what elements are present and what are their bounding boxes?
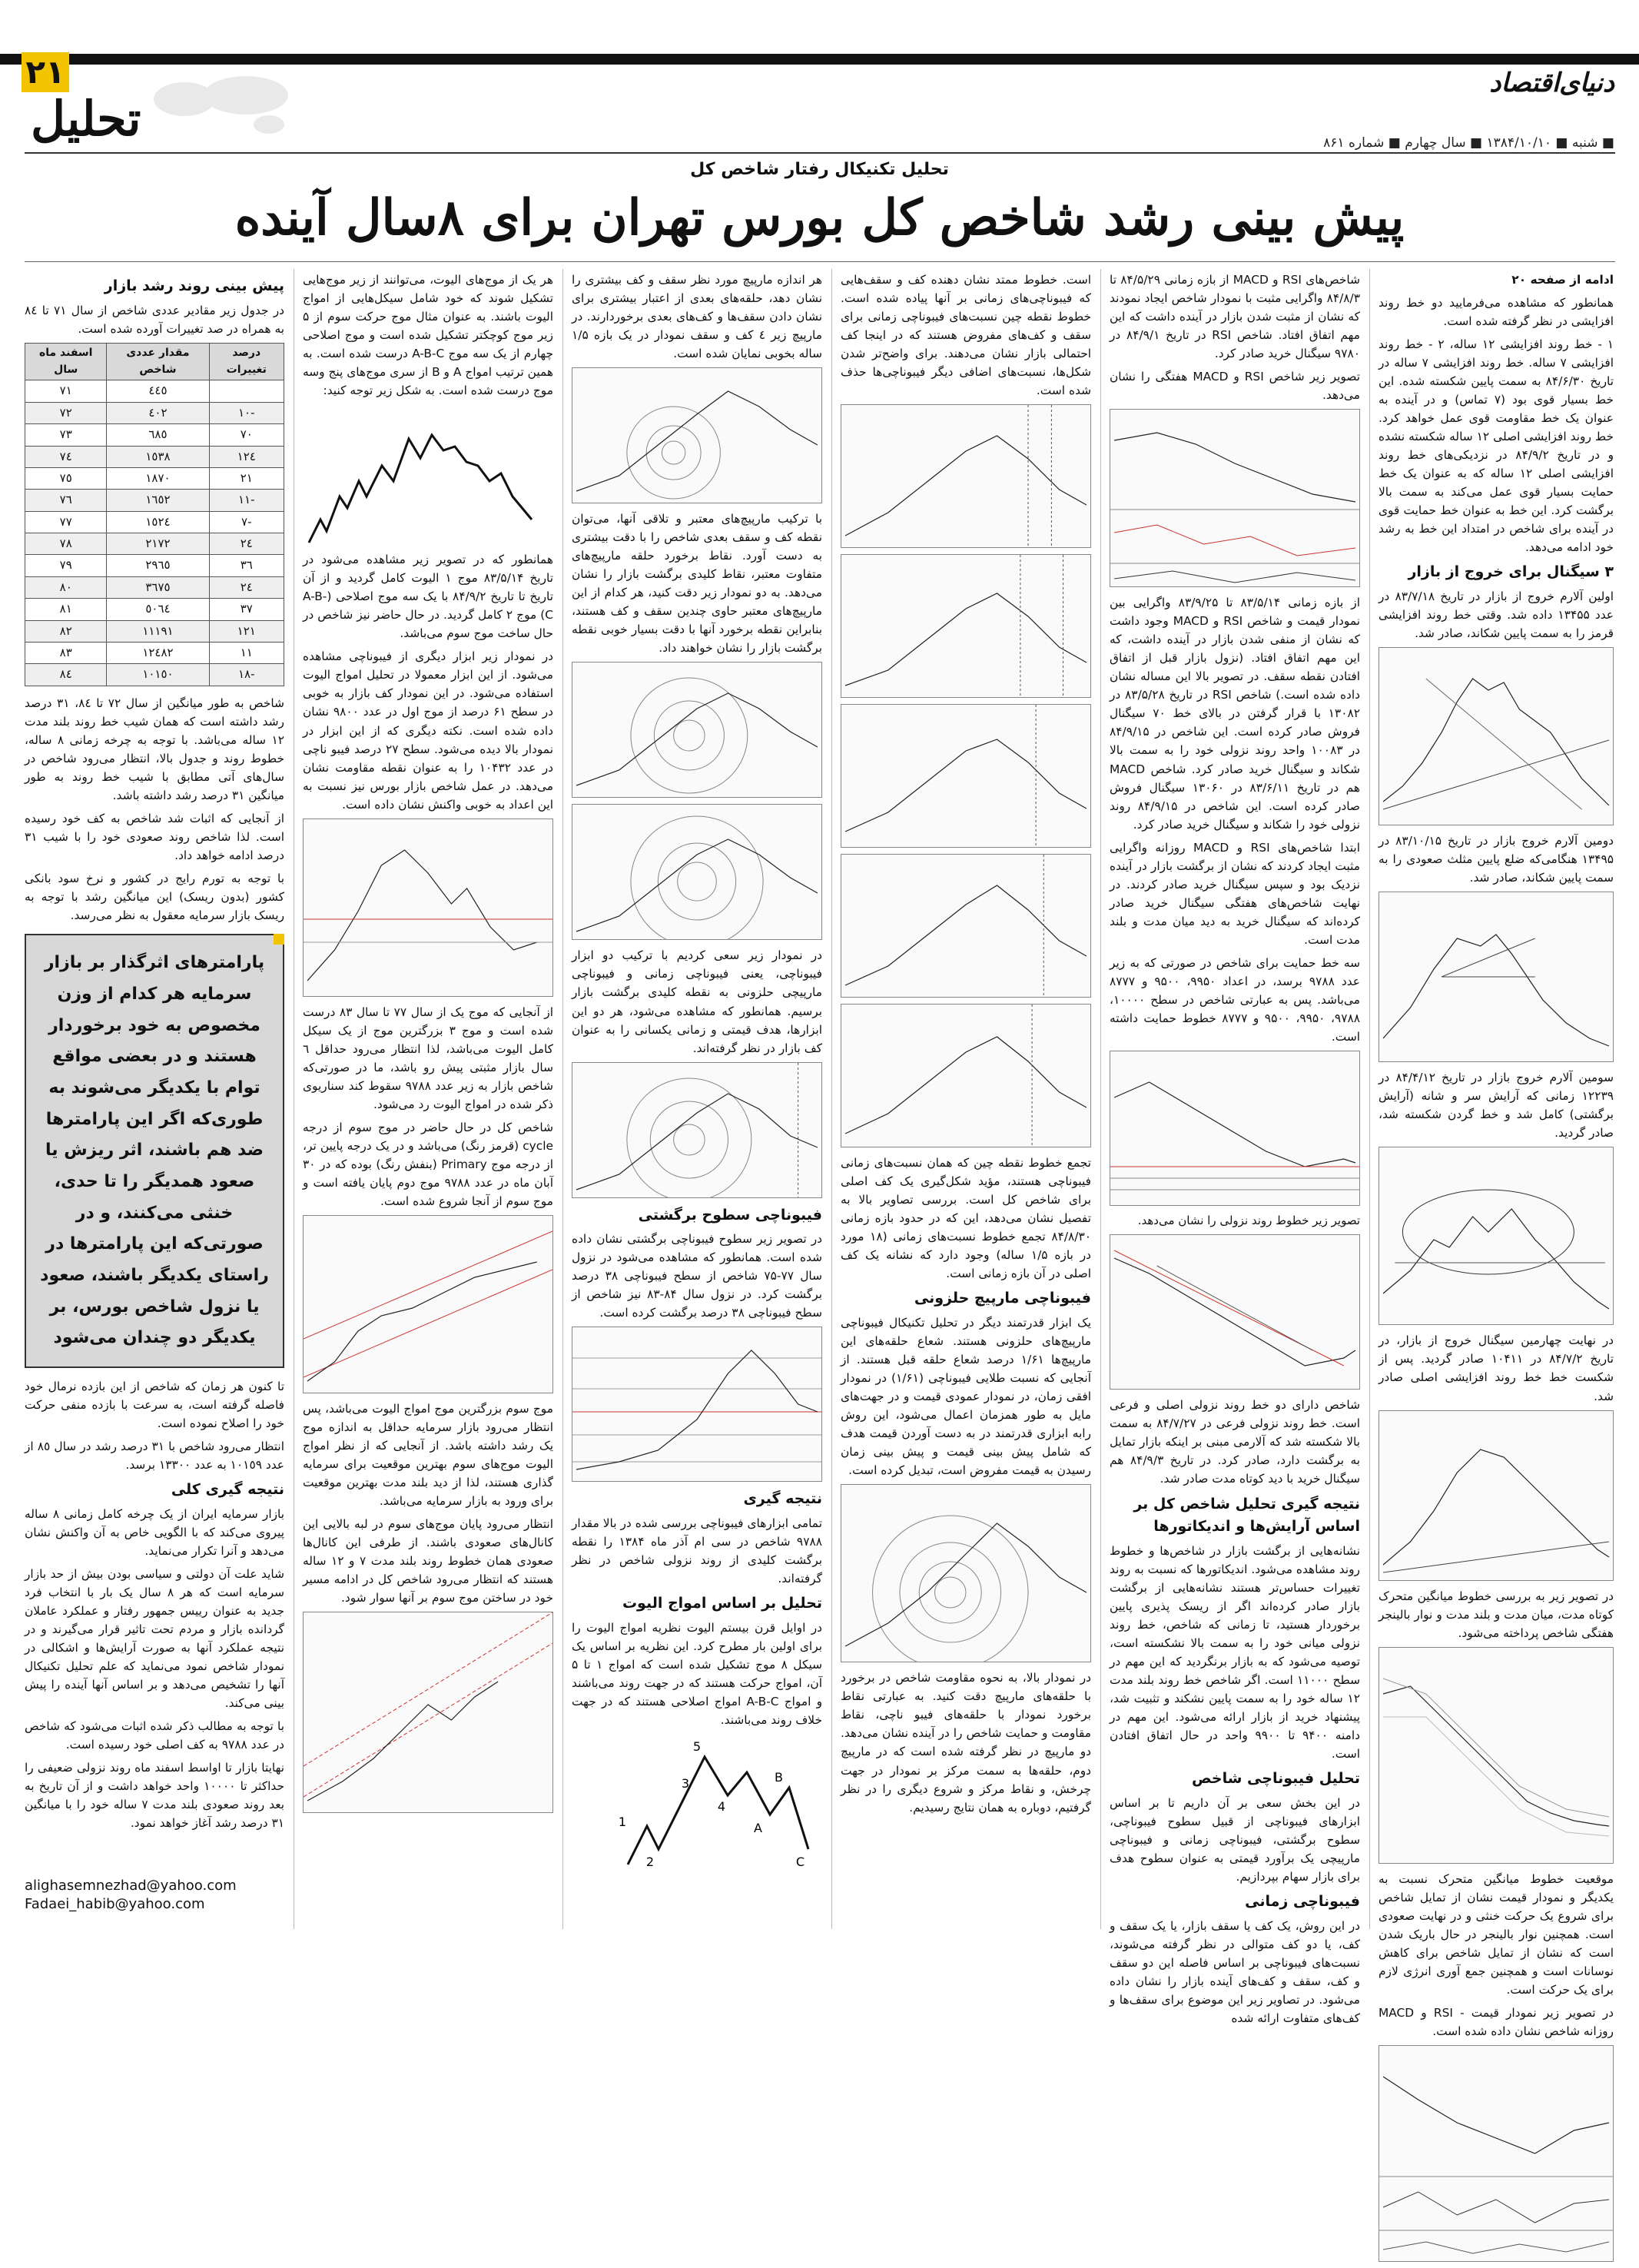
paragraph: شاخص‌های RSI و MACD از بازه زمانی ۸۴/۵/۲۹ تا ۸۴/۸/۳ واگرایی مثبت با نمودار شاخص ایجاد نمودند که نشان از مثبت شدن بازار در آینده داشت که این مهم اتفاق افتاد. شاخص RSI در تاریخ ۸۴/۹/۱ در ۹۷۸۰ سیگنال خرید صادر کرد. bbox=[1110, 273, 1360, 361]
paragraph: با توجه به تورم رایج در کشور و نرخ سود بانکی کشور (بدون ریسک) این میانگین رشد با توجه به ریسک بازار سرمایه معقول به نظر می‌رسد. bbox=[25, 872, 284, 923]
table-cell: -۱۱ bbox=[209, 490, 284, 511]
paragraph: تصویر زیر شاخص RSI و MACD هفتگی را نشان می‌دهد. bbox=[1110, 370, 1361, 403]
paragraph: دومین آلارم خروج بازار در تاریخ ۸۳/۱۰/۱۵ در ۱۳۴۹۵ هنگامی‌که ضلع پایین مثلث صعودی را به سمت پایین شکاند، صادر شد. bbox=[1379, 834, 1614, 885]
table-cell: ۷۰ bbox=[209, 424, 284, 446]
wave-label: 4 bbox=[717, 1798, 725, 1814]
paragraph: در نهایت چهارمین سیگنال خروج از بازار، در تاریخ ۸۴/۷/۲ در ۱۰۴۱۱ صادر گردید. پس از شکست خط خط روند افزایشی اصلی صادر شد. bbox=[1379, 1333, 1614, 1403]
paragraph: بازار سرمایه ایران از یک چرخه کامل زمانی ۸ ساله پیروی می‌کند که با الگویی خاص به آن واکنش نشان می‌دهد و آنرا تکرار می‌نماید. bbox=[25, 1506, 284, 1558]
table-cell: ۷۲ bbox=[25, 402, 107, 423]
newspaper-logo: دنیای‌اقتصاد bbox=[1489, 68, 1614, 98]
dateline: ■ شنبه ■ ۱۳۸۴/۱۰/۱۰ ■ سال چهارم ■ شماره ۸۶۱ bbox=[1323, 135, 1614, 151]
paragraph: ۱ - خط روند افزایشی ۱۲ ساله، ۲ - خط روند افزایشی ۷ ساله. خط روند افزایشی ۷ ساله در تاریخ ۸۴/۶/۳۰ به سمت پایین شکسته شده. این خط بسیار قوی بود (۷ تماس) و در آینده به عنوان یک خط مقاومت قوی عمل خواهد کرد. خط روند افزایشی اصلی ۱۲ ساله شکسته نشده و در تاریخ ۸۴/۹/۲ در نزدیکی‌های خط روند افزایشی اصلی ۱۲ ساله که به عنوان یک خط حمایت بسیار قوی عمل می‌کند به سمت بالا برگشت کرد. این خط به عنوان خط حمایت قوی در آینده برای شاخص در امتداد این خط به رشد خود ادامه می‌دهد. bbox=[1379, 337, 1614, 555]
elliott-subwave-diagram bbox=[303, 404, 553, 550]
table-header: مقدار عددی شاخص bbox=[107, 343, 209, 380]
fib-time-chart bbox=[841, 1004, 1091, 1147]
table-cell: ۷۸ bbox=[25, 533, 107, 555]
moving-average-chart bbox=[1379, 1647, 1614, 1864]
paragraph: تا کنون هر زمان که شاخص از این بازده نرمال خود فاصله گرفته است، به سرعت با بازده منفی حرکت خود را اصلاح نموده است. bbox=[25, 1380, 284, 1431]
article-kicker: تحلیل تکنیکال رفتار شاخص کل bbox=[690, 160, 949, 179]
paragraph: است. خطوط ممتد نشان دهنده کف و سقف‌هایی که فیبوناچی‌های زمانی بر آنها پیاده شده است. خطوط نقطه چین نسبت‌های فیبوناچی زمانی برای سقف و کف‌های مفروض هستند که در اینجا کف احتمالی بازار نشان می‌دهند. برای واضح‌تر شدن شکل‌ها، نسبت‌های اضافی دیگر فیبوناچی‌ها حذف شده است. bbox=[841, 273, 1091, 398]
table-cell: ۸۱ bbox=[25, 599, 107, 620]
subheading: ۳ سیگنال برای خروج از بازار bbox=[1408, 563, 1614, 581]
table-cell: ٦۸٥ bbox=[107, 424, 209, 446]
paragraph: اولین آلارم خروج از بازار در تاریخ ۸۳/۷/۱۸ در عدد ۱۳۴۵۵ داده شد. وقتی خط روند افزایشی قرمز را به سمت پایین شکاند، صادر شد. bbox=[1379, 589, 1614, 641]
page-number: ۲۱ bbox=[22, 52, 69, 92]
table-cell: ۲۱ bbox=[209, 467, 284, 489]
table-cell: ۱٦٥۲ bbox=[107, 490, 209, 511]
table-cell: ۱۰۱٥۰ bbox=[107, 664, 209, 686]
rsi-macd-weekly-chart bbox=[1110, 409, 1360, 587]
paragraph: همانطور که در تصویر زیر مشاهده می‌شود در تاریخ ۸۳/۵/۱۴ موج ۱ الیوت کامل گردید و از آن تاریخ تا تاریخ ۸۴/۹/۲ با یک سه موج اصلاحی (A-B-C) موج ۲ کامل گردید. در حال حاضر نیز شاخص در حال ساخت موج سوم می‌باشد. bbox=[303, 553, 554, 641]
table-cell: ۷۳ bbox=[25, 424, 107, 446]
header-rule bbox=[25, 152, 1615, 154]
headline-rule bbox=[25, 261, 1615, 262]
spiral-chart bbox=[572, 662, 822, 798]
spiral-chart bbox=[572, 804, 822, 940]
elliott-abc-chart bbox=[303, 819, 553, 997]
table-row bbox=[25, 620, 284, 642]
table-row bbox=[25, 576, 284, 598]
paragraph: از آنجایی که موج یک از سال ۷۷ تا سال ۸۳ درست شده است و موج ۳ بزرگترین موج از یک سیکل کامل الیوت می‌باشد، لذا انتظار می‌رود حداقل ٦ سال بازار مثبتی پیش رو باشد، ما در صورتی‌که شاخص بازار به زیر عدد ۹۷۸۸ سقوط کند سناریوی ذکر شده در امواج الیوت رد می‌شود. bbox=[303, 1004, 554, 1111]
wave-label: 5 bbox=[692, 1738, 701, 1754]
main-trend-chart bbox=[1379, 1410, 1614, 1581]
table-row bbox=[25, 599, 284, 620]
column-3 bbox=[841, 271, 1091, 1821]
paragraph: موج سوم بزرگترین موج امواج الیوت می‌باشد، پس انتظار می‌رود بازار سرمایه حداقل به اندازه موج یک رشد داشته باشد. از آنجایی که از نظر امواج الیوت موج‌های سوم بهترین موقعیت برای سرمایه گذاری هستند، لذا از دید بلند مدت بهترین موقعیت برای ورود به بازار سرمایه می‌باشد. bbox=[303, 1402, 553, 1509]
paragraph: در نمودار زیر ابزار دیگری از فیبوناچی مشاهده می‌شود. از این ابزار معمولا در تحلیل امواج الیوت استفاده می‌شود. در این نمودار کف بازار به خوبی در سطح ۶۱ درصد از موج اول در عدد ۹۸۰۰ نشان داده شده است. نکته دیگری که از این ابزار در نمودار بالا دیده می‌شود. سطح ۲۷ درصد فیبو ناچی در عدد ۱۰۴۳۲ را به عنوان نقطه مقاومت نشان می‌دهد. در عمل شاخص بازار بورس نیز نسبت به این اعداد به خوبی واکنش نشان داده است. bbox=[303, 649, 553, 812]
paragraph: شاخص دارای دو خط روند نزولی اصلی و فرعی است. خط روند نزولی فرعی در ۸۴/۷/۲۷ به سمت بالا شکسته شد که آلارمی مبنی بر اینکه بازار تمایل به برگشت دارد، صادر کرد. در تاریخ ۸۴/۹/۳ هم سیگنال خرید با دید کوتاه مدت صادر شد. bbox=[1110, 1398, 1360, 1486]
column-6 bbox=[25, 271, 284, 1837]
table-cell: ٤۰۲ bbox=[107, 402, 209, 423]
table-row bbox=[25, 402, 284, 423]
wave-label: C bbox=[795, 1854, 805, 1869]
table-row bbox=[25, 511, 284, 533]
table-cell: ۸۰ bbox=[25, 576, 107, 598]
paragraph: از بازه زمانی ۸۳/۵/۱۴ تا ۸۳/۹/۲۵ واگرایی بین نمودار قیمت و شاخص RSI و MACD وجود داشت که نشان از منفی شدن بازار در آینده داشت، که این مهم اتفاق افتاد. (نزول بازار قبل از اتفاق افتادن نقطه سقف. در تصویر بالا این مساله نشان داده شده است.) شاخص RSI در تاریخ ۸۳/۵/۲۸ در ۱۳۰۸۲ با قرار گرفتن در بالای خط ۷۰ سیگنال فروش صادر کرده است. این شاخص در ۸۴/۹/۱۵ در ۱۰۰۸۳ واحد روند نزولی خود را به سمت بالا شکاند و سیگنال خرید صادر کرد. شاخص MACD هم در تاریخ ۸۳/۶/۱۱ در ۱۳۰۶۰ سیگنال فروش صادر کرده است. این شاخص در ۸۴/۹/۱۵ روند نزولی خود را شکاند و سیگنال خرید صادر کرد. bbox=[1110, 596, 1361, 832]
paragraph: انتظار می‌رود پایان موج‌های سوم در لبه بالایی این کانال‌های صعودی باشند. از طرفی این کانال‌ها صعودی همان خطوط روند بلند مدت ۷ و ۱۲ ساله هستند که انتظار می‌رود شاخص کل در ادامه مسیر خود در ساختن موج سوم بر آنها سوار شود. bbox=[303, 1517, 554, 1606]
column-1 bbox=[1379, 271, 1614, 2268]
paragraph: تمامی ابزارهای فیبوناچی بررسی شده در بالا مقدار ۹۷۸۸ شاخص در سی ام آذر ماه ۱۳۸۴ را نقطه برگشت کلیدی از روند نزولی شاخص در نظر گرفته‌اند. bbox=[572, 1516, 822, 1586]
table-cell: ۷۹ bbox=[25, 555, 107, 576]
paragraph: شاخص کل در حال حاضر در موج سوم از درجه cycle (قرمز رنگ) می‌باشد و در یک درجه پایین تر، از درجه موج Primary (بنفش رنگ) بوده که در ۳۰ آبان ماه در عدد ۹۷۸۸ موج دوم پایان یافته است و موج سوم از آنجا شروع شده است. bbox=[303, 1120, 553, 1208]
column-5 bbox=[303, 271, 553, 1819]
triangle-chart bbox=[1379, 892, 1614, 1062]
subheading: فیبوناچی زمانی bbox=[1245, 1892, 1360, 1910]
subheading: نتیجه گیری تحلیل شاخص کل بر اساس آرایش‌ها و اندیکاتورها bbox=[1133, 1495, 1360, 1536]
column-rule bbox=[1100, 269, 1101, 1929]
table-cell: ۲٤ bbox=[209, 533, 284, 555]
table-cell: ۸۳ bbox=[25, 643, 107, 664]
table-cell: ۱۱۱۹۱ bbox=[107, 620, 209, 642]
paragraph: هر اندازه مارپیچ مورد نظر سقف و کف بیشتری را نشان دهد، حلقه‌های بعدی از اعتبار بیشتری برای نشان دادن سقف‌ها و کف‌های بعدی برخوردارند. در مارپیچ زیر ٤ کف و سقف نمودار در یک بازه ۱/۵ ساله بخوبی نمایان شده است. bbox=[572, 273, 822, 361]
paragraph: در نمودار بالا، به نحوه مقاومت شاخص در برخورد با حلقه‌های مارپیچ دقت کنید. به عبارتی نقاط برخورد نمودار با حلقه‌های فیبو ناچی، نقاط مقاومت و حمایت شاخص را در آینده نشان می‌دهد. دو مارپیچ در نظر گرفته شده است که در مارپیچ دوم، حلقه‌ها به سمت مرکز بر نمودار در جهت چرخش، و نقاط مرکز و شروع دیگری را در نظر گرفتیم، دوباره به همان نتایج رسیدیم. bbox=[841, 1671, 1091, 1815]
table-cell: -۱۰ bbox=[209, 402, 284, 423]
table-cell: ۳٦ bbox=[209, 555, 284, 576]
table-cell: ۱۲٤ bbox=[209, 446, 284, 467]
table-row bbox=[25, 643, 284, 664]
paragraph: هر یک از موج‌های الیوت، می‌توانند از زیر موج‌هایی تشکیل شوند که خود شامل سیکل‌هایی از امواج الیوت باشند. به عنوان مثال موج حرکت سوم از ۵ زیر موج کوچکتر تشکیل شده است و موج اصلاحی چهارم از یک سه موج A-B-C درست شده است. به همین ترتیب امواج A و B از سری موج‌های پنج وسه موج درست شده است. به شکل زیر توجه کنید: bbox=[303, 273, 553, 398]
fib-time-chart bbox=[841, 704, 1091, 848]
long-term-channel-chart bbox=[303, 1612, 553, 1813]
table-cell: ۳۷ bbox=[209, 599, 284, 620]
column-2 bbox=[1110, 271, 1360, 2032]
table-cell: ۱٥۳۸ bbox=[107, 446, 209, 467]
downtrend-lines-chart bbox=[1110, 1234, 1360, 1390]
paragraph: با توجه به مطالب ذکر شده اثبات می‌شود که شاخص در عدد ۹۷۸۸ به کف اصلی خود رسیده است. bbox=[25, 1719, 284, 1752]
table-row bbox=[25, 490, 284, 511]
paragraph: در تصویر زیر سطوح فیبوناچی برگشتی نشان داده شده است. همانطور که مشاهده می‌شود در نزول سال ۷۷-۷۵ شاخص از سطح فیبوناچی ۳۸ درصد برگشت کرد. در نزول سال ۸۴-۸۳ نیز شاخص از سطح فیبوناچی ۳۸ درصد برگشت کرده است. bbox=[572, 1232, 822, 1320]
table-cell: ٥۰٦٤ bbox=[107, 599, 209, 620]
figure-caption: تصویر زیر خطوط روند نزولی را نشان می‌دهد. bbox=[1137, 1213, 1360, 1227]
table-cell bbox=[209, 380, 284, 402]
paragraph: شاید علت آن دولتی و سیاسی بودن بیش از حد بازار سرمایه است که هر ۸ سال یک بار با انتخاب فرد جدید به عنوان رییس جمهور رفتار و عملکرد عاملان گردانده بازار و مردم تحت تاثیر قرار می‌گیرند و در نتیجه عملکرد آنها به صورت آرایش‌ها و اشکالی در نمودار شاخص نمود می‌نماید که علم تحلیل تکنیکال آنها را تشخیص می‌دهد و بر اساس آنها آینده را پیش بینی می‌کند. bbox=[25, 1567, 284, 1711]
table-header: اسفند ماه سال bbox=[25, 343, 107, 380]
paragraph: انتظار می‌رود شاخص با ۳۱ درصد رشد در سال ۸٥ از عدد ۱۰۱٥۹ به عدد ۱۳۳۰۰ برسد. bbox=[25, 1439, 284, 1473]
paragraph: موقعیت خطوط میانگین متحرک نسبت به یکدیگر و نمودار قیمت نشان از تمایل شاخص برای شروع یک حرکت خنثی و در نهایت صعودی است. همچنین نوار بالینجر در حال باریک شدن است که نشان از تمایل شاخص برای کاهش نوسانات است و همچنین جمع آوری انرژی لازم برای یک حرکت است. bbox=[1379, 1871, 1614, 1997]
column-rule bbox=[562, 269, 563, 1929]
paragraph: نشانه‌هایی از برگشت بازار در شاخص‌ها و خطوط روند مشاهده می‌شود. اندیکاتورها که نسبت به روند تغییرات حساس‌تر هستند نشانه‌هایی از برگشت بازار صادر کرده‌اند اگر از ریسک پذیری پایین برخوردار هستید، تا زمانی که شاخص، خط روند نزولی میانی خود را به سمت بالا نشکسته است، توصیه می‌شود که به بازار برنگردید که این مهم در سطح ۱۱۰۰۰ است. اگر شاخص خط روند بلند مدت ۱۲ ساله خود را به سمت پایین نشکند و تثبیت شد، پیشنهاد خرید از بازار ارائه می‌شود. این مهم در دامنه ۹۴۰۰ تا ۹۹۰۰ واحد در حال اتفاق افتادن است. bbox=[1110, 1543, 1360, 1762]
table-header: درصد تغییرات bbox=[209, 343, 284, 380]
table-row bbox=[25, 664, 284, 686]
author-email[interactable]: Fadaei_habib@yahoo.com bbox=[25, 1896, 205, 1913]
article-headline: پیش بینی رشد شاخص کل بورس تهران برای ۸سال آینده bbox=[234, 189, 1405, 247]
table-row bbox=[25, 555, 284, 576]
head-shoulders-chart bbox=[1379, 1147, 1614, 1325]
paragraph: همانطور که مشاهده می‌فرمایید دو خط روند افزایشی در نظر گرفته شده است. bbox=[1379, 296, 1614, 329]
table-cell: ۸۲ bbox=[25, 620, 107, 642]
index-table bbox=[25, 343, 284, 686]
spiral-chart bbox=[841, 1484, 1091, 1662]
paragraph: تجمع خطوط نقطه چین که همان نسبت‌های زمانی فیبوناچی هستند، مؤید شکل‌گیری یک کف اصلی برای شاخص کل است. بررسی تصاویر بالا به تفصیل نشان می‌دهد، این که در حدود بازه زمانی ۸۴/۸/۳۰ تجمع خطوط نسبت‌های زمانی (۱۸ مورد در بازه ۱/۵ ساله) وجود دارد که نشانه یک کف اصلی در آن بازه زمانی است. bbox=[841, 1156, 1092, 1281]
table-row bbox=[25, 424, 284, 446]
subheading: تحلیل بر اساس امواج الیوت bbox=[622, 1595, 822, 1612]
subheading: فیبوناچی مارپیچ حلزونی bbox=[914, 1290, 1091, 1307]
table-cell: ۲۹٦٥ bbox=[107, 555, 209, 576]
table-row bbox=[25, 467, 284, 489]
paragraph: در نمودار زیر سعی کردیم با ترکیب دو ابزار فیبوناچی، یعنی فیبوناچی زمانی و فیبوناچی مارپیچی حلزونی به نقطه کلیدی برگشت بازار برسیم. همانطور که مشاهده می‌شود، هر دو این ابزارها، هدف قیمتی و زمانی یکسانی را به عنوان کف بازار در نظر گرفته‌اند. bbox=[572, 948, 822, 1055]
paragraph: در اوایل قرن بیستم الیوت نظریه امواج الیوت را برای اولین بار مطرح کرد. این نظریه بر اساس یک سیکل ۸ موج تشکیل شده است که امواج ۱ تا ۵ آن، امواج حرکت هستند که در جهت روند می‌باشند و امواج A-B-C امواج اصلاحی هستند که در جهت خلاف روند می‌باشند. bbox=[572, 1620, 822, 1727]
paragraph: نهایتا بازار تا اواسط اسفند ماه روند نزولی ضعیفی را حداکثر تا ۱۰۰۰۰ واحد خواهد داشت و از آن تاریخ به بعد روند صعودی بلند مدت ۷ ساله خود را با میانگین ۳۱ درصد رشد آغاز خواهد نمود. bbox=[25, 1761, 285, 1831]
column-rule bbox=[1369, 269, 1370, 1929]
author-emails bbox=[25, 1877, 255, 1914]
fib-time-chart bbox=[841, 554, 1091, 698]
column-4 bbox=[572, 271, 822, 1876]
table-cell: ۷٥ bbox=[25, 467, 107, 489]
table-row bbox=[25, 380, 284, 402]
paragraph: در تصویر زیر نمودار قیمت - RSI و MACD روزانه شاخص نشان داده شده است. bbox=[1379, 2005, 1614, 2038]
table-row bbox=[25, 446, 284, 467]
table-row bbox=[25, 533, 284, 555]
fib-retracement-chart bbox=[572, 1327, 822, 1482]
table-cell: ۱۲۱ bbox=[209, 620, 284, 642]
table-cell: ۸٤ bbox=[25, 664, 107, 686]
table-cell: -۷ bbox=[209, 511, 284, 533]
column-rule bbox=[831, 269, 832, 1929]
quote-marker bbox=[274, 934, 284, 945]
section-title: تحلیل bbox=[31, 91, 141, 147]
subheading: پیش بینی روند رشد بازار bbox=[104, 277, 284, 294]
table-cell: -۱۸ bbox=[209, 664, 284, 686]
table-cell: ۷۱ bbox=[25, 380, 107, 402]
support-lines-chart bbox=[1110, 1051, 1360, 1206]
wave-label: A bbox=[754, 1820, 762, 1835]
rsi-macd-daily-chart bbox=[1379, 2045, 1614, 2262]
spiral-chart bbox=[572, 367, 822, 503]
paragraph: در این روش، یک کف یا سقف بازار، یا یک سقف و کف، یا دو کف متوالی در نظر گرفته می‌شوند، نسبت‌های فیبوناچی بر اساس فاصله این دو سقف و کف، سقف و کف‌های آینده بازار را نشان داده می‌شود. در تصاویر زیر این موضوع برای سقف‌ها و کف‌های متفاوت ارائه شده bbox=[1110, 1918, 1360, 2025]
paragraph: با ترکیب مارپیچ‌های معتبر و تلاقی آنها، می‌توان نقطه کف و سقف بعدی شاخص را با دقت بیشتری به دست آورد. نقاط برخورد حلقه مارپیچ‌های متفاوت معتبر، نقاط کلیدی برگشت بازار را نشان می‌دهد. به دو نمودار زیر دقت کنید، هر کدام از این مارپیچ‌های معتبر حاوی چندین سقف و کف هستند، بنابراین نقطه برخورد آنها با دقت بسیار خوبی نقطه برگشت بازار را نشان خواهند داد. bbox=[572, 512, 822, 656]
table-cell: ۳٦۷٥ bbox=[107, 576, 209, 598]
table-cell: ۷٦ bbox=[25, 490, 107, 511]
wave-label: 2 bbox=[645, 1854, 654, 1869]
table-cell: ۱٥۲٤ bbox=[107, 511, 209, 533]
wave-channel-chart bbox=[303, 1215, 553, 1393]
elliott-wave-diagram bbox=[572, 1734, 822, 1876]
continued-note: ادامه از صفحه ۲۰ bbox=[1511, 273, 1614, 287]
fib-time-chart bbox=[841, 404, 1091, 548]
table-cell: ۲٤ bbox=[209, 576, 284, 598]
subheading: نتیجه گیری bbox=[743, 1490, 822, 1508]
wave-label: 1 bbox=[618, 1814, 626, 1829]
fib-time-chart bbox=[841, 854, 1091, 998]
table-cell: ۱۸۷۰ bbox=[107, 467, 209, 489]
pull-quote bbox=[25, 934, 284, 1368]
top-black-bar bbox=[0, 54, 1639, 65]
paragraph: سومین آلارم خروج بازار در تاریخ ۸۴/۴/۱۲ در ۱۲۲۳۹ زمانی که آرایش سر و شانه (آرایش برگشتی) کامل شد و خط گردن شکسته شد، صادر گردید. bbox=[1379, 1071, 1614, 1141]
table-cell: ۷٤ bbox=[25, 446, 107, 467]
paragraph: در جدول زیر مقادیر عددی شاخص از سال ۷۱ تا ۸٤ به همراه در صد تغییرات آورده شده است. bbox=[25, 303, 284, 336]
spiral-time-chart bbox=[572, 1062, 822, 1198]
paragraph: در تصویر زیر به بررسی خطوط میانگین متحرک کوتاه مدت، میان مدت و بلند مدت و نوار بالینجر هفتگی شاخص پرداخته می‌شود. bbox=[1379, 1589, 1614, 1640]
table-cell: ٤٤٥ bbox=[107, 380, 209, 402]
paragraph: یک ابزار قدرتمند دیگر در تحلیل تکنیکال فیبوناچی مارپیچ‌های حلزونی هستند. شعاع حلقه‌های این مارپیچ‌ها ۱/۶۱ درصد شعاع حلقه قبل هستند. از آنجایی که نسبت طلایی فیبوناچی (۱/۶۱) در نمودار افقی زمان، در نمودار عمودی قیمت و در جهت‌های مایل به طور همزمان اعمال می‌شود، این روش رابه ابزاری قدرتمند در به دست آوردن قیمت هدف که شامل پیش بینی قیمت و پیش بینی زمان رسیدن به قیمت مفروض است، تبدیل کرده است. bbox=[841, 1316, 1091, 1478]
paragraph: در این بخش سعی بر آن داریم تا بر اساس ابزارهای فیبوناچی از قبیل سطوح فیبوناچی، سطوح برگشتی، فیبوناچی زمانی و فیبوناچی مارپیچی یک برآورد قیمتی به عنوان سطوح هدف برای بازار سهام بپردازیم. bbox=[1110, 1795, 1360, 1884]
table-cell: ۱۲٤۸۲ bbox=[107, 643, 209, 664]
subheading: تحلیل فیبوناچی شاخص bbox=[1191, 1770, 1360, 1788]
paragraph: ابتدا شاخص‌های RSI و MACD روزانه واگرایی مثبت ایجاد کردند که نشان از برگشت بازار در آینده نزدیک بود و سپس سیگنال خرید صادر کردند. در نهایت شاخص‌های هفتگی سیگنال خرید صادر کرده‌اند که سیگنال خرید به دید میان مدت و بلند مدت است. bbox=[1110, 840, 1360, 947]
subheading: فیبوناچی سطوح برگشتی bbox=[638, 1206, 822, 1224]
table-cell: ۷۷ bbox=[25, 511, 107, 533]
trendline-chart bbox=[1379, 647, 1614, 825]
paragraph: سه خط حمایت برای شاخص در صورتی که به زیر عدد ۹۷۸۸ برسد، در اعداد ۹۹۵۰، ۹۵۰۰ و ۸۷۷۷ می‌باشد. پس به عبارتی شاخص در سطح ۱۰۰۰۰، ۹۷۸۸، ۹۹۵۰، ۹۵۰۰ و ۸۷۷۷ خطوط حمایت داشته است. bbox=[1110, 955, 1360, 1044]
wave-label: B bbox=[775, 1769, 783, 1785]
paragraph: شاخص به طور میانگین از سال ۷۲ تا ۸٤، ۳۱ درصد رشد داشته است که همان شیب خط روند بلند مدت ۱۲ ساله می‌باشد. با توجه به چرخه زمانی ۸ ساله، خطوط روند و جدول بالا، انتظار می‌رود شاخص در سال‌های آتی مطابق با شیب خط روند به طور میانگین ۳۱ درصد رشد داشته باشد. bbox=[25, 696, 284, 802]
subheading: نتیجه گیری کلی bbox=[171, 1481, 284, 1499]
table-cell: ۲۱۷۲ bbox=[107, 533, 209, 555]
pull-quote-text: پارامترهای اثرگذار بر بازار سرمایه هر کدام از وزن مخصوص به خود برخوردار هستند و در بعضی مواقع توام با یکدیگر می‌شوند به طوری‌که اگر این پارامترها ضد هم باشند، اثر ریزش یا صعود همدیگر را تا حدی، خنثی می‌کنند، و در صورتی‌که این پارامترها در راستای یکدیگر باشند، صعود یا نزول شاخص بورس، بر یکدیگر دو چندان می‌شود bbox=[40, 953, 269, 1348]
paragraph: از آنجایی که اثبات شد شاخص به کف خود رسیده است. لذا شاخص روند صعودی خود را با شیب ۳۱ درصد ادامه خواهد داد. bbox=[25, 812, 284, 863]
author-email[interactable]: alighasemnezhad@yahoo.com bbox=[25, 1878, 237, 1894]
table-cell: ۱۱ bbox=[209, 643, 284, 664]
wave-label: 3 bbox=[681, 1775, 689, 1791]
